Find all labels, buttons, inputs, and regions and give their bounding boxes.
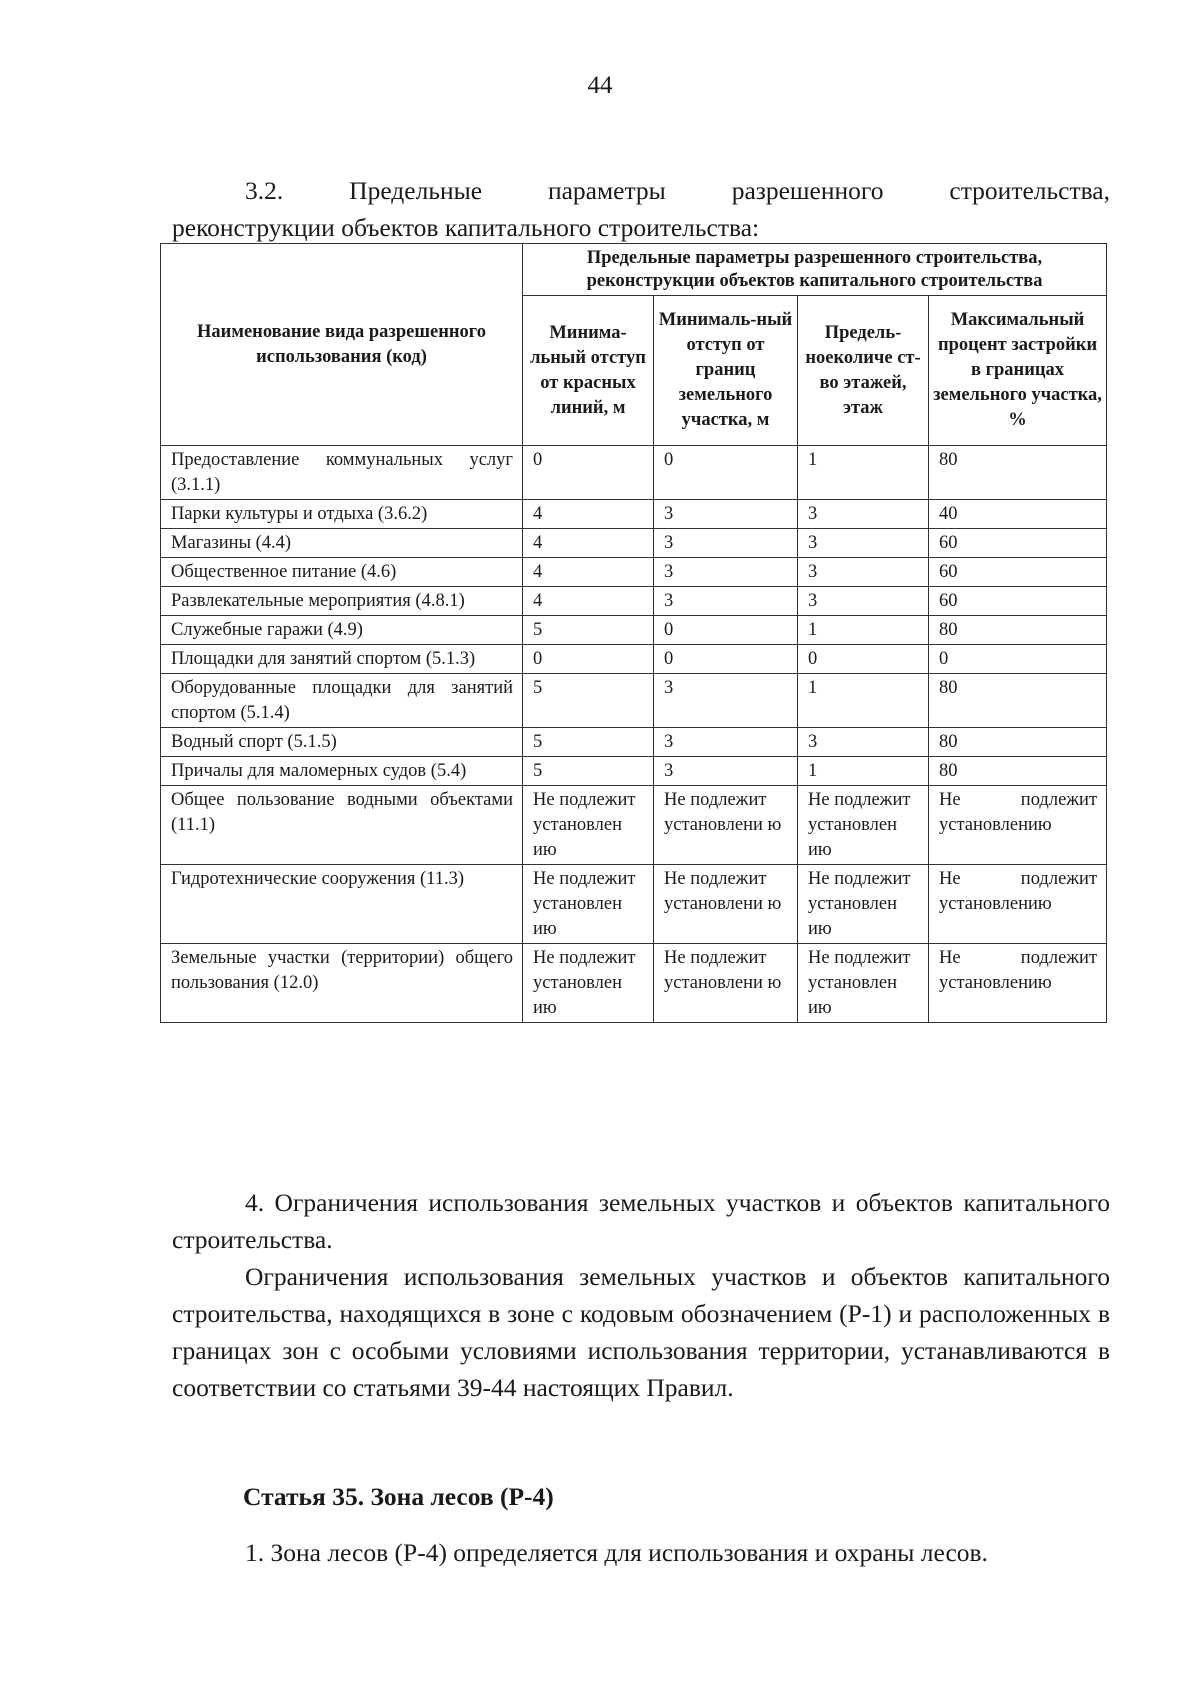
table-row bbox=[161, 674, 1107, 728]
cell-value: 5 bbox=[523, 728, 654, 757]
group-header: Предельные параметры разрешенного строительства, реконструкции объектов капитального строительства bbox=[523, 244, 1107, 296]
cell-value: 60 bbox=[929, 558, 1107, 587]
cell-value: 4 bbox=[523, 529, 654, 558]
cell-value: 3 bbox=[798, 529, 929, 558]
cell-value: 80 bbox=[929, 616, 1107, 645]
cell-value: 60 bbox=[929, 529, 1107, 558]
cell-name: Причалы для маломерных судов (5.4) bbox=[161, 757, 523, 786]
cell-value: 3 bbox=[654, 529, 798, 558]
cell-value: 80 bbox=[929, 446, 1107, 500]
cell-name: Парки культуры и отдыха (3.6.2) bbox=[161, 500, 523, 529]
cell-value: 3 bbox=[798, 500, 929, 529]
cell-value: 1 bbox=[798, 616, 929, 645]
section-4-body: Ограничения использования земельных участков и объектов капитального строительства, находящихся в зоне с кодовым обозначением (Р-1) и расположенных в границах зон с особыми условиями использования территории, устанавливаются в соответствии со статьями 39-44 настоящих Правил. bbox=[172, 1262, 1110, 1402]
cell-value: 80 bbox=[929, 728, 1107, 757]
cell-value: Не подлежит установлен ию bbox=[523, 865, 654, 944]
cell-value: 3 bbox=[798, 587, 929, 616]
table-row bbox=[161, 865, 1107, 944]
cell-value: 3 bbox=[654, 674, 798, 728]
cell-value: Не подлежит установлени ю bbox=[654, 944, 798, 1023]
cell-value: 4 bbox=[523, 587, 654, 616]
cell-value: 1 bbox=[798, 674, 929, 728]
cell-name: Водный спорт (5.1.5) bbox=[161, 728, 523, 757]
cell-value: 3 bbox=[654, 728, 798, 757]
cell-name: Земельные участки (территории) общего пользования (12.0) bbox=[161, 944, 523, 1023]
cell-name: Служебные гаражи (4.9) bbox=[161, 616, 523, 645]
cell-name: Площадки для занятий спортом (5.1.3) bbox=[161, 645, 523, 674]
article-item-1: 1. Зона лесов (Р-4) определяется для использования и охраны лесов. bbox=[245, 1538, 988, 1567]
cell-value: 3 bbox=[654, 587, 798, 616]
cell-value: 5 bbox=[523, 757, 654, 786]
cell-name: Общее пользование водными объектами (11.1) bbox=[161, 786, 523, 865]
table-row bbox=[161, 558, 1107, 587]
cell-value: Не подлежит установлен ию bbox=[798, 944, 929, 1023]
page-number: 44 bbox=[587, 72, 613, 99]
cell-value: Не подлежит установлен ию bbox=[523, 786, 654, 865]
table-row bbox=[161, 587, 1107, 616]
cell-value: 0 bbox=[654, 616, 798, 645]
cell-value: Не подлежит установлению bbox=[929, 944, 1107, 1023]
cell-value: 40 bbox=[929, 500, 1107, 529]
parameters-table bbox=[160, 243, 1107, 1023]
cell-name: Общественное питание (4.6) bbox=[161, 558, 523, 587]
cell-name: Предоставление коммунальных услуг (3.1.1) bbox=[161, 446, 523, 500]
table-row bbox=[161, 529, 1107, 558]
cell-name: Гидротехнические сооружения (11.3) bbox=[161, 865, 523, 944]
section-4-title: 4. Ограничения использования земельных участков и объектов капитального строительства. bbox=[172, 1188, 1110, 1254]
cell-value: 3 bbox=[798, 558, 929, 587]
cell-value: 4 bbox=[523, 500, 654, 529]
cell-value: Не подлежит установлен ию bbox=[798, 786, 929, 865]
cell-value: 1 bbox=[798, 446, 929, 500]
cell-value: Не подлежит установлен ию bbox=[523, 944, 654, 1023]
cell-value: Не подлежит установлени ю bbox=[654, 865, 798, 944]
table-row bbox=[161, 944, 1107, 1023]
cell-name: Развлекательные мероприятия (4.8.1) bbox=[161, 587, 523, 616]
cell-value: 4 bbox=[523, 558, 654, 587]
cell-value: 0 bbox=[523, 446, 654, 500]
cell-value: 0 bbox=[798, 645, 929, 674]
cell-value: Не подлежит установлени ю bbox=[654, 786, 798, 865]
cell-value: 0 bbox=[523, 645, 654, 674]
cell-name: Магазины (4.4) bbox=[161, 529, 523, 558]
cell-value: 1 bbox=[798, 757, 929, 786]
cell-value: Не подлежит установлению bbox=[929, 865, 1107, 944]
table-row bbox=[161, 728, 1107, 757]
table-row bbox=[161, 645, 1107, 674]
cell-value: 3 bbox=[654, 558, 798, 587]
intro-line-1: 3.2. Предельные параметры разрешенного строительства, bbox=[245, 176, 1110, 205]
table-row bbox=[161, 757, 1107, 786]
cell-name: Оборудованные площадки для занятий спортом (5.1.4) bbox=[161, 674, 523, 728]
cell-value: 3 bbox=[654, 500, 798, 529]
column-header-max-floors: Предель-ноеколиче ст-во этажей, этаж bbox=[798, 296, 929, 446]
cell-value: 0 bbox=[929, 645, 1107, 674]
cell-value: 5 bbox=[523, 616, 654, 645]
cell-value: Не подлежит установлению bbox=[929, 786, 1107, 865]
table-row bbox=[161, 616, 1107, 645]
cell-value: Не подлежит установлен ию bbox=[798, 865, 929, 944]
column-header-min-red-line: Минима-льный отступ от красных линий, м bbox=[523, 296, 654, 446]
table-row bbox=[161, 446, 1107, 500]
table-row bbox=[161, 786, 1107, 865]
table-row bbox=[161, 500, 1107, 529]
column-header-max-coverage: Максимальный процент застройки в границах земельного участка, % bbox=[929, 296, 1107, 446]
column-header-min-plot-border: Минималь-ный отступ от границ земельного участка, м bbox=[654, 296, 798, 446]
cell-value: 80 bbox=[929, 757, 1107, 786]
cell-value: 60 bbox=[929, 587, 1107, 616]
cell-value: 3 bbox=[798, 728, 929, 757]
intro-line-2: реконструкции объектов капитального строительства: bbox=[172, 213, 760, 242]
column-header-name: Наименование вида разрешенного использования (код) bbox=[161, 244, 523, 446]
cell-value: 5 bbox=[523, 674, 654, 728]
cell-value: 80 bbox=[929, 674, 1107, 728]
cell-value: 3 bbox=[654, 757, 798, 786]
cell-value: 0 bbox=[654, 645, 798, 674]
cell-value: 0 bbox=[654, 446, 798, 500]
article-heading: Статья 35. Зона лесов (Р-4) bbox=[243, 1482, 554, 1511]
